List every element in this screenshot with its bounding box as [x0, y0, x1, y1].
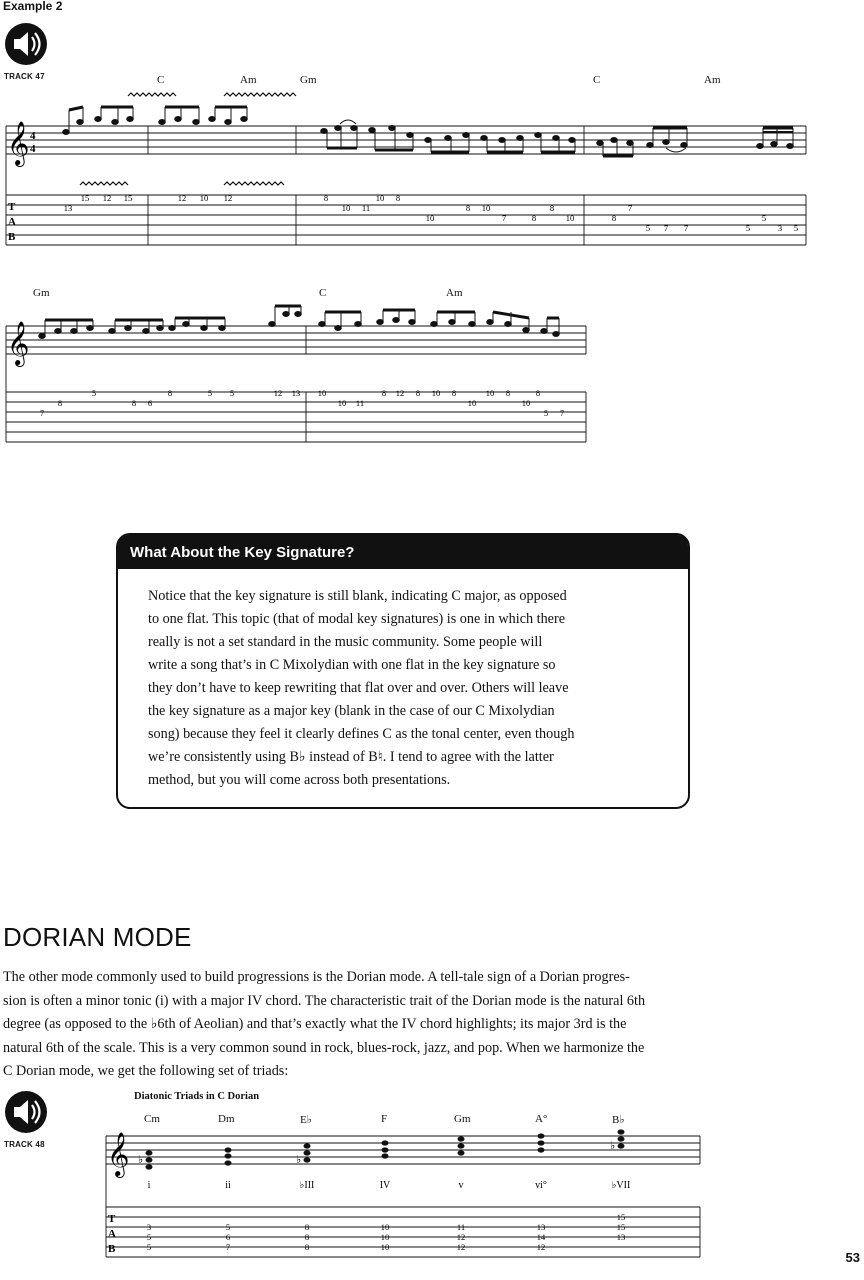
- notation-system-2: [0, 300, 600, 445]
- tab-number: 7: [559, 408, 565, 418]
- svg-text:𝄞: 𝄞: [7, 323, 30, 365]
- sidebar-line: Notice that the key signature is still blank, indicating C major, as opposed: [148, 588, 567, 604]
- tab-number: 10: [317, 388, 327, 398]
- paragraph-line: C Dorian mode, we get the following set of triads:: [3, 1063, 289, 1079]
- tab-number: 10: [485, 388, 495, 398]
- tab-number: 10: [521, 398, 531, 408]
- svg-text:𝄞: 𝄞: [7, 123, 30, 165]
- tab-number: 11: [456, 1222, 466, 1232]
- tab-number: 11: [355, 398, 365, 408]
- tab-number: 3: [777, 223, 783, 233]
- roman-numeral: IV: [379, 1180, 391, 1191]
- roman-numeral: ♭III: [299, 1180, 315, 1191]
- tab-number: 7: [627, 203, 633, 213]
- tab-number: 10: [380, 1222, 390, 1232]
- tab-number: 8: [535, 388, 541, 398]
- svg-text:A: A: [108, 1228, 116, 1240]
- tab-number: 10: [375, 193, 385, 203]
- chord-name: Dm: [218, 1113, 235, 1125]
- example-title: Diatonic Triads in C Dorian: [134, 1091, 260, 1102]
- tab-number: 3: [146, 1222, 152, 1232]
- tab-number: 10: [565, 213, 575, 223]
- svg-text:A: A: [8, 216, 16, 228]
- svg-text:B: B: [108, 1243, 116, 1255]
- chord-name: F: [381, 1113, 388, 1125]
- tab-number: 5: [91, 388, 97, 398]
- sidebar-line: to one flat. This topic (that of modal key signatures) is one in which there: [148, 611, 565, 627]
- audio-speaker-icon[interactable]: [4, 1090, 48, 1134]
- tab-number: 8: [304, 1242, 310, 1252]
- sidebar-line: we’re consistently using B♭ instead of B♮. I tend to agree with the latter: [148, 749, 554, 765]
- tab-number: 14: [536, 1232, 546, 1242]
- triads-notation: [100, 1125, 710, 1260]
- chord-name: Am: [446, 287, 463, 299]
- roman-numeral: i: [147, 1180, 151, 1191]
- tab-number: 8: [549, 203, 555, 213]
- paragraph-line: The other mode commonly used to build progressions is the Dorian mode. A tell-tale sign of a Dorian progres-: [3, 969, 630, 985]
- tab-number: 5: [793, 223, 799, 233]
- tab-number: 8: [415, 388, 421, 398]
- tab-number: 12: [223, 193, 233, 203]
- chord-name: E♭: [300, 1114, 312, 1126]
- tab-number: 10: [425, 213, 435, 223]
- svg-text:T: T: [8, 201, 16, 213]
- tab-number: 8: [57, 398, 63, 408]
- sidebar-title: What About the Key Signature?: [118, 535, 688, 569]
- tab-number: 8: [531, 213, 537, 223]
- tab-number: 5: [745, 223, 751, 233]
- svg-text:♭: ♭: [296, 1154, 302, 1166]
- svg-text:4: 4: [30, 130, 36, 142]
- tab-number: 6: [147, 398, 153, 408]
- tab-number: 13: [616, 1232, 626, 1242]
- tab-number: 12: [456, 1242, 466, 1252]
- tab-number: 10: [380, 1242, 390, 1252]
- tab-number: 12: [456, 1232, 466, 1242]
- sidebar-line: they don’t have to keep rewriting that flat over and over. Others will leave: [148, 680, 569, 696]
- svg-text:T: T: [108, 1213, 116, 1225]
- tab-number: 8: [167, 388, 173, 398]
- tab-number: 8: [395, 193, 401, 203]
- tab-number: 10: [199, 193, 209, 203]
- tab-number: 8: [304, 1232, 310, 1242]
- chord-name: Gm: [300, 74, 317, 86]
- chord-name: Gm: [33, 287, 50, 299]
- tab-number: 10: [380, 1232, 390, 1242]
- chord-name: C: [157, 74, 165, 86]
- tab-number: 10: [481, 203, 491, 213]
- chord-name: Cm: [144, 1113, 160, 1125]
- tab-number: 13: [291, 388, 301, 398]
- tab-number: 7: [501, 213, 507, 223]
- tab-number: 5: [146, 1242, 152, 1252]
- tab-number: 8: [304, 1222, 310, 1232]
- sidebar-body: [148, 585, 668, 792]
- tab-number: 8: [323, 193, 329, 203]
- tab-number: 10: [337, 398, 347, 408]
- paragraph-line: natural 6th of the scale. This is a very common sound in rock, blues-rock, jazz, and pop. When we harmonize the: [3, 1039, 645, 1056]
- sidebar-line: really is not a set standard in the music community. Some people will: [148, 634, 543, 650]
- chord-name: A°: [535, 1113, 548, 1125]
- tab-number: 8: [465, 203, 471, 213]
- tab-number: 8: [131, 398, 137, 408]
- tab-number: 5: [229, 388, 235, 398]
- svg-text:B: B: [8, 231, 16, 243]
- tab-number: 5: [543, 408, 549, 418]
- roman-numeral: vi°: [535, 1180, 547, 1191]
- svg-text:♭: ♭: [138, 1154, 144, 1166]
- paragraph-line: sion is often a minor tonic (i) with a major IV chord. The characteristic trait of the Dorian mode is the natural 6th: [3, 992, 646, 1009]
- section-title: DORIAN MODE: [3, 922, 192, 952]
- tab-number: 15: [616, 1222, 626, 1232]
- sidebar-line: song) because they feel it clearly defines C as the tonal center, even though: [148, 726, 575, 742]
- tab-number: 8: [381, 388, 387, 398]
- tab-number: 6: [225, 1232, 231, 1242]
- tab-number: 10: [341, 203, 351, 213]
- tab-number: 5: [645, 223, 651, 233]
- tab-number: 12: [102, 193, 112, 203]
- key-signature-sidebar: [116, 533, 690, 809]
- tab-number: 15: [616, 1212, 626, 1222]
- tab-number: 8: [505, 388, 511, 398]
- chord-name: B♭: [612, 1114, 625, 1126]
- tab-number: 8: [611, 213, 617, 223]
- track-label: TRACK 47: [4, 72, 45, 81]
- chord-name: Am: [240, 74, 257, 86]
- svg-text:♭: ♭: [610, 1140, 616, 1152]
- tab-number: 7: [663, 223, 669, 233]
- tab-number: 13: [536, 1222, 546, 1232]
- tab-number: 12: [273, 388, 283, 398]
- roman-numeral: v: [458, 1180, 464, 1191]
- tab-number: 12: [177, 193, 187, 203]
- chord-name: C: [593, 74, 601, 86]
- tab-number: 7: [39, 408, 45, 418]
- chord-name: Gm: [454, 1113, 471, 1125]
- sidebar-line: write a song that’s in C Mixolydian with one flat in the key signature so: [148, 657, 556, 673]
- example-label: Example 2: [3, 0, 63, 13]
- tab-number: 12: [536, 1242, 546, 1252]
- tab-number: 8: [451, 388, 457, 398]
- tab-number: 10: [467, 398, 477, 408]
- tab-number: 15: [123, 193, 133, 203]
- tab-number: 12: [395, 388, 405, 398]
- svg-text:𝄞: 𝄞: [107, 1134, 130, 1176]
- tab-number: 11: [361, 203, 371, 213]
- audio-speaker-icon[interactable]: [4, 22, 48, 66]
- svg-text:4: 4: [30, 143, 36, 155]
- tab-number: 15: [80, 193, 90, 203]
- roman-numeral: ii: [225, 1180, 231, 1191]
- tab-number: 7: [225, 1242, 231, 1252]
- tab-number: 13: [63, 203, 73, 213]
- sidebar-line: the key signature as a major key (blank in the case of our C Mixolydian: [148, 703, 555, 719]
- tab-number: 7: [683, 223, 689, 233]
- tab-number: 5: [146, 1232, 152, 1242]
- notation-system-1: [0, 88, 864, 253]
- roman-numeral: ♭VII: [611, 1180, 631, 1191]
- tab-number: 5: [761, 213, 767, 223]
- tab-number: 10: [431, 388, 441, 398]
- paragraph-line: degree (as opposed to the ♭6th of Aeolian) and that’s exactly what the IV chord highlights; its major 3rd is the: [3, 1016, 627, 1032]
- tab-number: 5: [207, 388, 213, 398]
- section-paragraph: [3, 966, 798, 1084]
- page-number: 53: [845, 1250, 860, 1265]
- chord-name: C: [319, 287, 327, 299]
- chord-name: Am: [704, 74, 721, 86]
- tab-number: 5: [225, 1222, 231, 1232]
- sidebar-line: method, but you will come across both presentations.: [148, 772, 451, 788]
- track-label: TRACK 48: [4, 1140, 45, 1149]
